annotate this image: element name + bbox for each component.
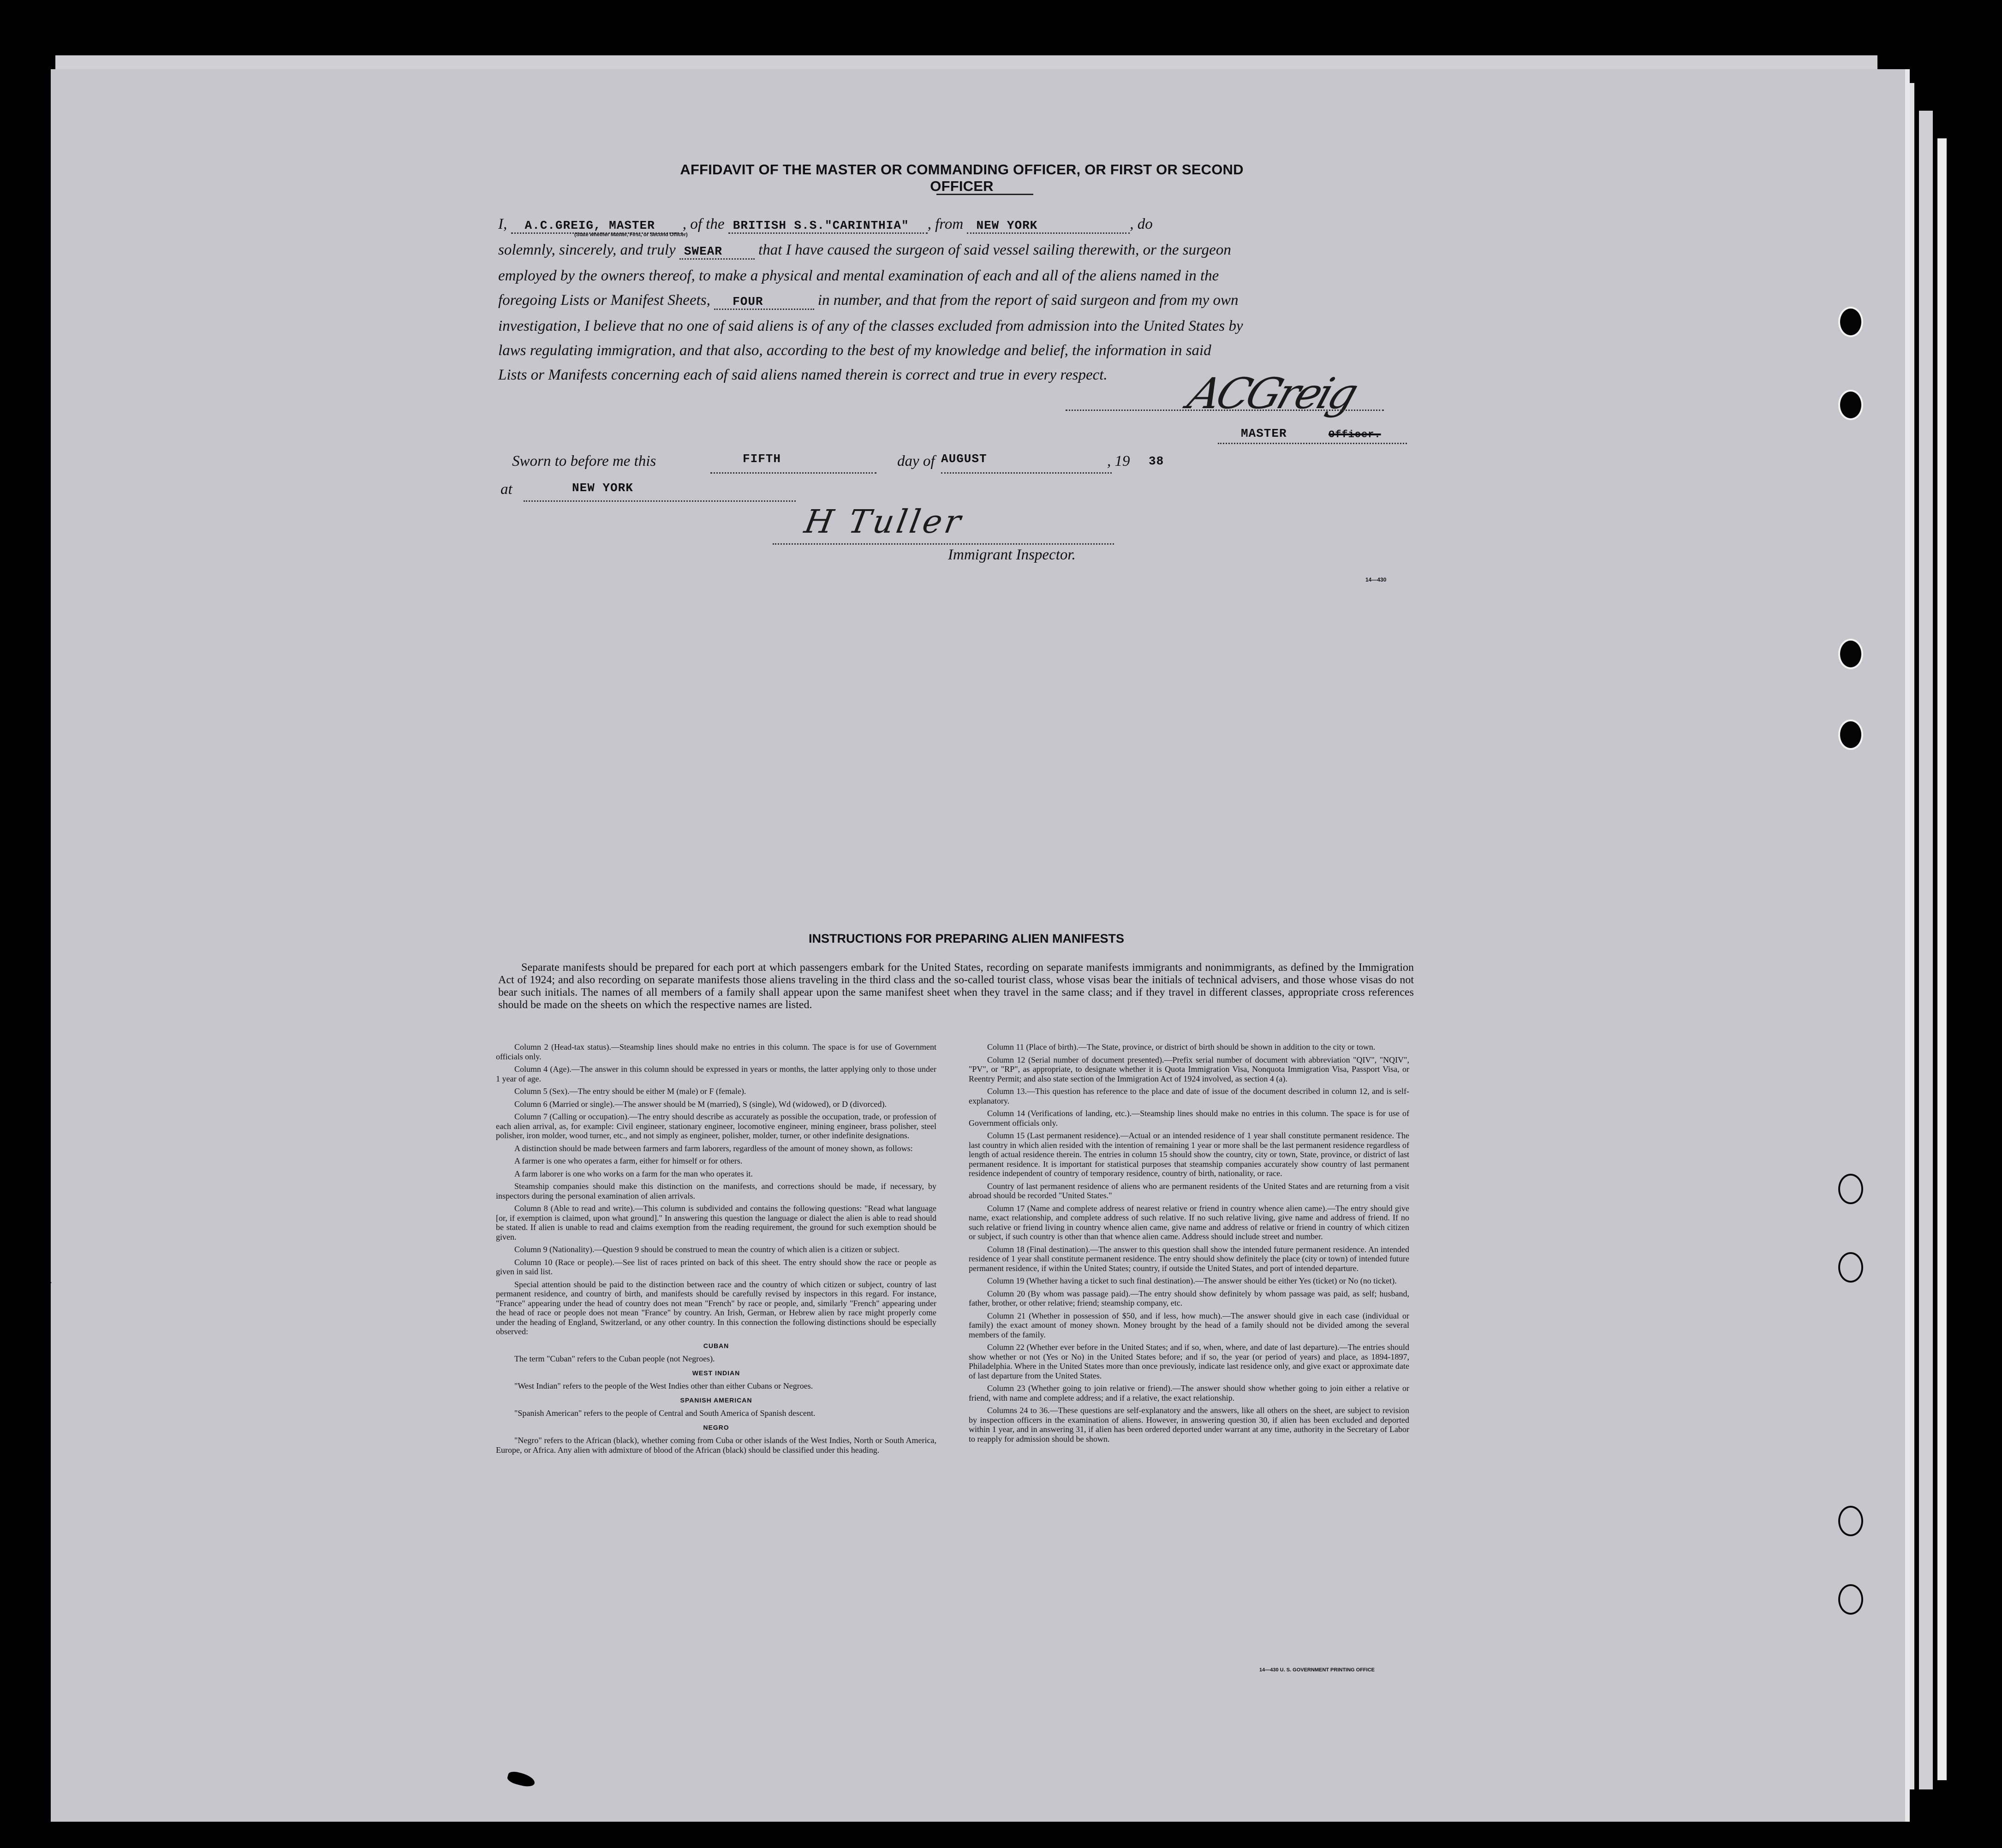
binder-hole [1838, 1174, 1863, 1204]
instruction-paragraph: "West Indian" refers to the people of the West Indies other than either Cubans or Negroes. [514, 1381, 813, 1390]
binder-hole [1838, 1506, 1863, 1536]
instruction-paragraph: Column 20 (By whom was passage paid).—The entry should show definitely by whom passage was paid, as self; husband, father, brother, or other relative; friend; steamship company, etc. [969, 1289, 1409, 1307]
instruction-subheading: NEGRO [703, 1423, 729, 1431]
instruction-paragraph: Column 6 (Married or single).—The answer should be M (married), S (single), Wd (widowed), or D (divorced). [514, 1099, 887, 1109]
instruction-paragraph: Column 12 (Serial number of document presented).—Prefix serial number of document with abbreviation "QIV", "NQIV", "PV", or "RP", as appropriate, to designate whether it is Quota Immigration Visa, Nonquota Immigration Visa, Passport Visa, or Reentry Permit; and also state section of the Immigration Act of 1924 involved, as section 4 (a). [969, 1055, 1409, 1083]
binder-hole [1838, 390, 1863, 420]
month-line [941, 472, 1112, 474]
affidavit-line-1: I, A.C.GREIG, MASTER , of the BRITISH S.S."CARINTHIA" , from NEW YORK , do [498, 212, 1421, 238]
instruction-paragraph: Country of last permanent residence of aliens who are permanent residents of the United States and are returning from a visit abroad should be recorded "United States." [969, 1181, 1409, 1200]
instructions-right-column [969, 1042, 1409, 1447]
instruction-paragraph: Column 8 (Able to read and write).—This column is subdivided and contains the following questions: "Read what language [or, if exemption is claimed, upon what ground]." In answering this question the language or dialect the alien is able to read should be stated. If alien is unable to read and claims exemption from the reading requirement, the ground for such exemption should be given. [496, 1204, 936, 1242]
instructions-intro: Separate manifests should be prepared for each port at which passengers embark for the United States, recording on separate manifests immigrants and nonimmigrants, as defined by the Immigration Act of 1924; and also recording on separate manifests those aliens traveling in the third class and the so-called tourist class, whose visas bear the initials of technical advisers, and those whose visas do not bear such initials. The names of all members of a family shall appear upon the same manifest sheet when they travel in the same class; and if they travel in different classes, appropriate cross references should be made on the sheets on which the respective names are listed. [498, 962, 1414, 1011]
binder-hole [1838, 1584, 1863, 1615]
sworn-year-field: 38 [1149, 454, 1164, 468]
officer-rank-note: (State whether Master, First, or Second Officer) [574, 232, 688, 238]
instruction-paragraph: Column 9 (Nationality).—Question 9 should be construed to mean the country of which alien is a citizen or subject. [514, 1245, 900, 1254]
instruction-paragraph: Column 19 (Whether having a ticket to such final destination).—The answer should be either Yes (ticket) or No (no ticket). [987, 1276, 1397, 1285]
binder-hole [1838, 1252, 1863, 1283]
sworn-place-field: NEW YORK [572, 481, 633, 495]
master-signature: ACGreig [1182, 369, 1362, 418]
year-prefix: , 19 [1107, 453, 1130, 469]
instruction-paragraph: Column 7 (Calling or occupation).—The entry should describe as accurately as possible the occupation, trade, or profession of each alien arrival, as, for example: Civil engineer, stationary engineer, locomotive engineer, mining engineer, brass polisher, steel polisher, iron molder, wood turner, etc., and not simply as engineer, polisher, molder, turner, or other indefinite designations. [496, 1112, 936, 1140]
binder-hole [1838, 719, 1863, 750]
at-label: at [500, 481, 512, 498]
instruction-paragraph: Column 10 (Race or people).—See list of races printed on back of this sheet. The entry should show the race or people as given in said list. [496, 1257, 936, 1276]
instruction-subheading: CUBAN [703, 1342, 729, 1349]
affidavit-line-2: solemnly, sincerely, and truly SWEAR that I have caused the surgeon of said vessel sailing therewith, or the surgeon [498, 238, 1421, 264]
officer-name-field: A.C.GREIG, MASTER [511, 219, 683, 234]
signature-line [1066, 410, 1384, 411]
instruction-paragraph: Column 5 (Sex).—The entry should be either M (male) or F (female). [514, 1087, 746, 1096]
day-of-label: day of [897, 453, 935, 469]
instruction-paragraph: Column 13.—This question has reference to the place and date of issue of the document described in column 12, and is self-explanatory. [969, 1087, 1409, 1105]
affidavit-line-5: investigation, I believe that no one of said aliens is of any of the classes excluded from admission into the United States by [498, 318, 1243, 334]
instruction-paragraph: The term "Cuban" refers to the Cuban people (not Negroes). [514, 1354, 715, 1363]
affidavit-line-4: foregoing Lists or Manifest Sheets, FOUR in number, and that from the report of said surgeon and from my own [498, 288, 1421, 314]
oath-field: SWEAR [679, 244, 755, 260]
instruction-paragraph: Columns 24 to 36.—These questions are self-explanatory and the answers, like all others on the sheet, are subject to revision by inspection officers in the examination of aliens. However, in answering question 30, if alien has been excluded and deported within 1 year, and in answering 31, if alien has been ordered deported under warrant at any time, authority in the Secretary of Labor to reapply for admission should be shown. [969, 1406, 1409, 1444]
instruction-paragraph: Column 4 (Age).—The answer in this column should be expressed in years or months, the latter applying only to those under 1 year of age. [496, 1064, 936, 1083]
instruction-paragraph: Column 21 (Whether in possession of $50, and if less, how much).—The answer should give in each case (individual or family) the exact amount of money shown. Money brought by the head of a family should not be divided among the several members of the family. [969, 1311, 1409, 1339]
instruction-paragraph: Column 23 (Whether going to join relative or friend).—The answer should show whether going to join either a relative or friend, with name and complete address; and if a relative, the exact relationship. [969, 1384, 1409, 1402]
instruction-paragraph: Column 14 (Verifications of landing, etc.).—Steamship lines should make no entries in this column. The space is for use of Government officials only. [969, 1109, 1409, 1128]
page-edge-right-3 [1937, 138, 1947, 1780]
instruction-subheading: SPANISH AMERICAN [680, 1396, 752, 1404]
instructions-left-column [496, 1042, 936, 1458]
affidavit-line-6: laws regulating immigration, and that also, according to the best of my knowledge and belief, the information in said [498, 342, 1211, 359]
title-rule [936, 194, 1033, 195]
affidavit-line-3: employed by the owners thereof, to make a physical and mental examination of each and all of the aliens named in the [498, 267, 1219, 284]
page-edge-right-2 [1919, 111, 1933, 1789]
binder-hole [1838, 639, 1863, 669]
form-number: 14—430 [1365, 576, 1387, 583]
officer-rank-struck: Officer. [1329, 429, 1381, 440]
instruction-paragraph: Steamship companies should make this distinction on the manifests, and corrections should be made, if necessary, by inspectors during the personal examination of alien arrivals. [496, 1182, 936, 1200]
instruction-subheading: WEST INDIAN [692, 1369, 740, 1377]
place-line [524, 500, 796, 502]
instruction-paragraph: Column 11 (Place of birth).—The State, province, or district of birth should be shown in addition to the city or town. [987, 1042, 1376, 1052]
scan-mark [34, 1269, 51, 1285]
officer-rank: MASTER [1241, 427, 1287, 440]
affidavit-text [498, 212, 1421, 387]
instruction-paragraph: Column 22 (Whether ever before in the United States; and if so, when, where, and date of last departure).—The entries should show whether or not (Yes or No) in the United States before; and if so, the year (or period of years) and place, as 1894-1897, Philadelphia. Where in the United States more than once previously, indicate last residence only, and give exact or approximate date of last departure from the United States. [969, 1343, 1409, 1380]
printing-office-footer: 14—430 U. S. GOVERNMENT PRINTING OFFICE [1259, 1667, 1375, 1673]
rank-line [1218, 443, 1407, 444]
instruction-paragraph: A farm laborer is one who works on a farm for the man who operates it. [514, 1169, 753, 1178]
instruction-paragraph: Column 15 (Last permanent residence).—Actual or an intended residence of 1 year shall constitute permanent residence. The last country in which alien resided with the intention of remaining 1 year or more shall be the last permanent residence regardless of length of actual residence therein. The entries in column 15 should show the country, city or town, State, province, or district of last permanent residence. It is important for statistical purposes that steamship companies accurately show country of last permanent residence independent of country of temporary residence, country of birth, nationality, or race. [969, 1131, 1409, 1178]
day-line [710, 472, 876, 474]
sworn-label: Sworn to before me this [512, 453, 656, 469]
instructions-title: INSTRUCTIONS FOR PREPARING ALIEN MANIFESTS [808, 932, 1125, 945]
instruction-paragraph: A distinction should be made between farmers and farm laborers, regardless of the amount of money shown, as follows: [514, 1143, 913, 1153]
from-port-field: NEW YORK [967, 219, 1130, 234]
vessel-field: BRITISH S.S."CARINTHIA" [728, 219, 928, 234]
instruction-paragraph: Special attention should be paid to the distinction between race and the country of which citizen or subject, country of last permanent residence, and country of birth, and manifests should be carefully revised by inspectors in this regard. For instance, "France" appearing under the head of country does not mean "French" by race or people, and, similarly "French" appearing under the head of race or people does not mean "France" by country. An Irish, German, or Hebrew alien by race might properly come under the heading of England, Switzerland, or any other country. In this connection the following distinctions should be especially observed: [496, 1279, 936, 1336]
instruction-paragraph: Column 2 (Head-tax status).—Steamship lines should make no entries in this column. The space is for use of Government officials only. [496, 1042, 936, 1061]
sworn-month-field: AUGUST [941, 452, 987, 466]
instruction-paragraph: Column 18 (Final destination).—The answer to this question shall show the intended future permanent residence. An intended residence of 1 year shall constitute permanent residence. The entry should show definitely the place (city or town) of intended future permanent residence, if within the United States; country, if outside the United States, and port of intended departure. [969, 1244, 1409, 1273]
instruction-paragraph: A farmer is one who operates a farm, either for himself or for others. [514, 1156, 743, 1165]
affidavit-title: AFFIDAVIT OF THE MASTER OR COMMANDING OFFICER, OR FIRST OR SECOND OFFICER [680, 161, 1244, 194]
sheets-count-field: FOUR [714, 295, 814, 310]
instruction-paragraph: Column 17 (Name and complete address of nearest relative or friend in country whence alien came).—The entry should give name, exact relationship, and complete address of such relative. If no such relative living, give name and address of friend. If no such relative or friend living in country whence alien came, give name and address of relative or friend in country of which citizen or subject, if such country is other than that whence alien came. Address should include street and number. [969, 1203, 1409, 1241]
inspector-signature-line [773, 543, 1114, 545]
inspector-signature: H Tuller [801, 503, 966, 541]
affidavit-line-7: Lists or Manifests concerning each of said aliens named therein is correct and true in every respect. [498, 367, 1108, 383]
inspector-title: Immigrant Inspector. [948, 547, 1076, 563]
binder-hole [1838, 307, 1863, 337]
instruction-paragraph: "Spanish American" refers to the people of Central and South America of Spanish descent. [514, 1408, 816, 1418]
sworn-day-field: FIFTH [743, 452, 781, 466]
instruction-paragraph: "Negro" refers to the African (black), whether coming from Cuba or other islands of the West Indies, North or South America, Europe, or Africa. Any alien with admixture of blood of the African (black) should be classified under this heading. [496, 1436, 936, 1455]
